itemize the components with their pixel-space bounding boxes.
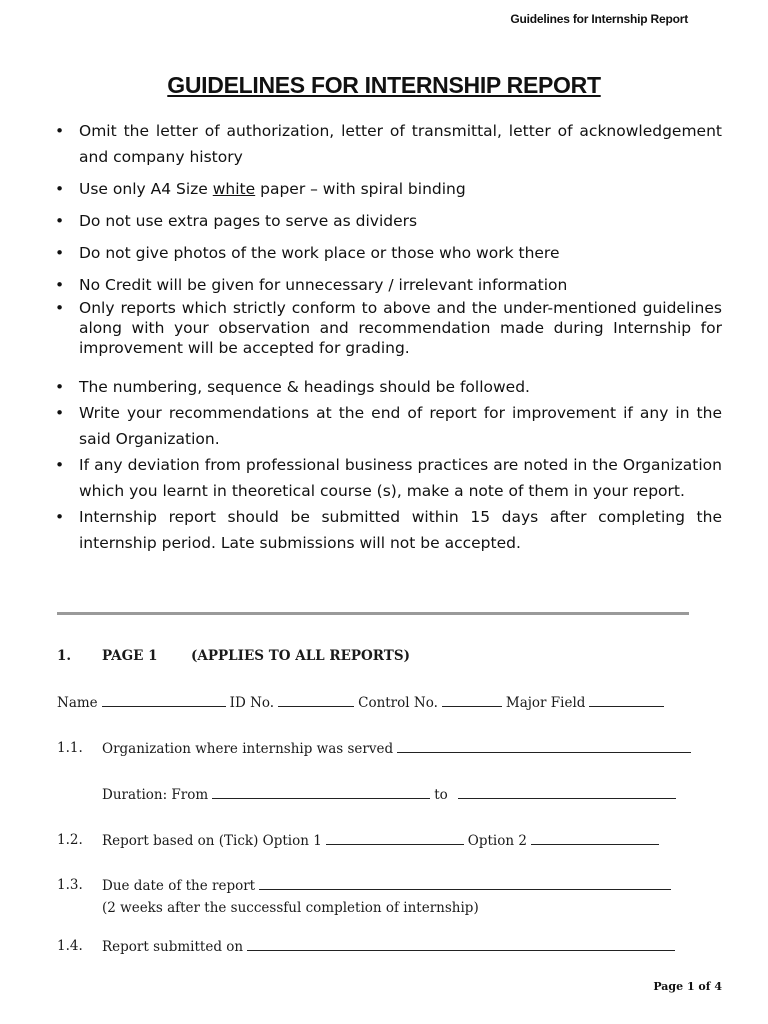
section-number: 1. bbox=[57, 648, 72, 664]
list-item: • Only reports which strictly conform to above and the under-mentioned guidelines along with your observation and recommendation made during Internship for improvement will be accepted for grading. bbox=[50, 298, 722, 358]
name-label: Name bbox=[57, 695, 98, 711]
duration-from-field[interactable] bbox=[212, 786, 430, 799]
name-field[interactable] bbox=[102, 694, 226, 707]
page-title: GUIDELINES FOR INTERNSHIP REPORT bbox=[167, 72, 601, 98]
due-date-note: (2 weeks after the successful completion of internship) bbox=[102, 900, 479, 916]
duration-row: Duration: From to bbox=[102, 786, 680, 803]
control-label: Control No. bbox=[358, 695, 438, 711]
running-header: Guidelines for Internship Report bbox=[510, 12, 688, 26]
organization-field[interactable] bbox=[397, 740, 691, 753]
id-field[interactable] bbox=[278, 694, 354, 707]
item-number: 1.3. bbox=[57, 877, 83, 893]
submitted-on-row: Report submitted on bbox=[102, 938, 679, 955]
list-item: • Omit the letter of authorization, letter of transmittal, letter of acknowledgement and company history bbox=[50, 118, 722, 170]
major-field[interactable] bbox=[589, 694, 664, 707]
list-item: • Use only A4 Size white paper – with spiral binding bbox=[50, 176, 722, 202]
organization-row: Organization where internship was served bbox=[102, 740, 695, 757]
report-option-row: Report based on (Tick) Option 1 Option 2 bbox=[102, 832, 663, 849]
due-date-field[interactable] bbox=[259, 877, 671, 890]
underlined-word: white bbox=[212, 180, 256, 198]
submitted-on-field[interactable] bbox=[247, 938, 675, 951]
id-label: ID No. bbox=[229, 695, 275, 711]
page-number: Page 1 of 4 bbox=[653, 980, 722, 993]
item-number: 1.1. bbox=[57, 740, 83, 756]
student-info-row bbox=[57, 694, 668, 711]
option1-field[interactable] bbox=[326, 832, 464, 845]
duration-to-field[interactable] bbox=[458, 786, 676, 799]
item-number: 1.2. bbox=[57, 832, 83, 848]
section-label: PAGE 1 bbox=[102, 648, 158, 664]
guidelines-list bbox=[50, 118, 722, 556]
list-item: • Do not use extra pages to serve as dividers bbox=[50, 208, 722, 234]
section-divider bbox=[57, 612, 689, 615]
list-item: • Do not give photos of the work place or those who work there bbox=[50, 240, 722, 266]
list-item: • If any deviation from professional business practices are noted in the Organization which you learnt in theoretical course (s), make a note of them in your report. bbox=[50, 452, 722, 504]
control-field[interactable] bbox=[442, 694, 502, 707]
major-label: Major Field bbox=[505, 695, 586, 711]
list-item: • Internship report should be submitted within 15 days after completing the internship period. Late submissions will not be accepted. bbox=[50, 504, 722, 556]
due-date-row: Due date of the report bbox=[102, 877, 675, 894]
list-item: • No Credit will be given for unnecessary / irrelevant information bbox=[50, 272, 722, 298]
list-item: • Write your recommendations at the end of report for improvement if any in the said Organization. bbox=[50, 400, 722, 452]
item-number: 1.4. bbox=[57, 938, 83, 954]
option2-field[interactable] bbox=[531, 832, 659, 845]
list-item: • The numbering, sequence & headings should be followed. bbox=[50, 374, 722, 400]
section-note: (APPLIES TO ALL REPORTS) bbox=[191, 648, 410, 664]
